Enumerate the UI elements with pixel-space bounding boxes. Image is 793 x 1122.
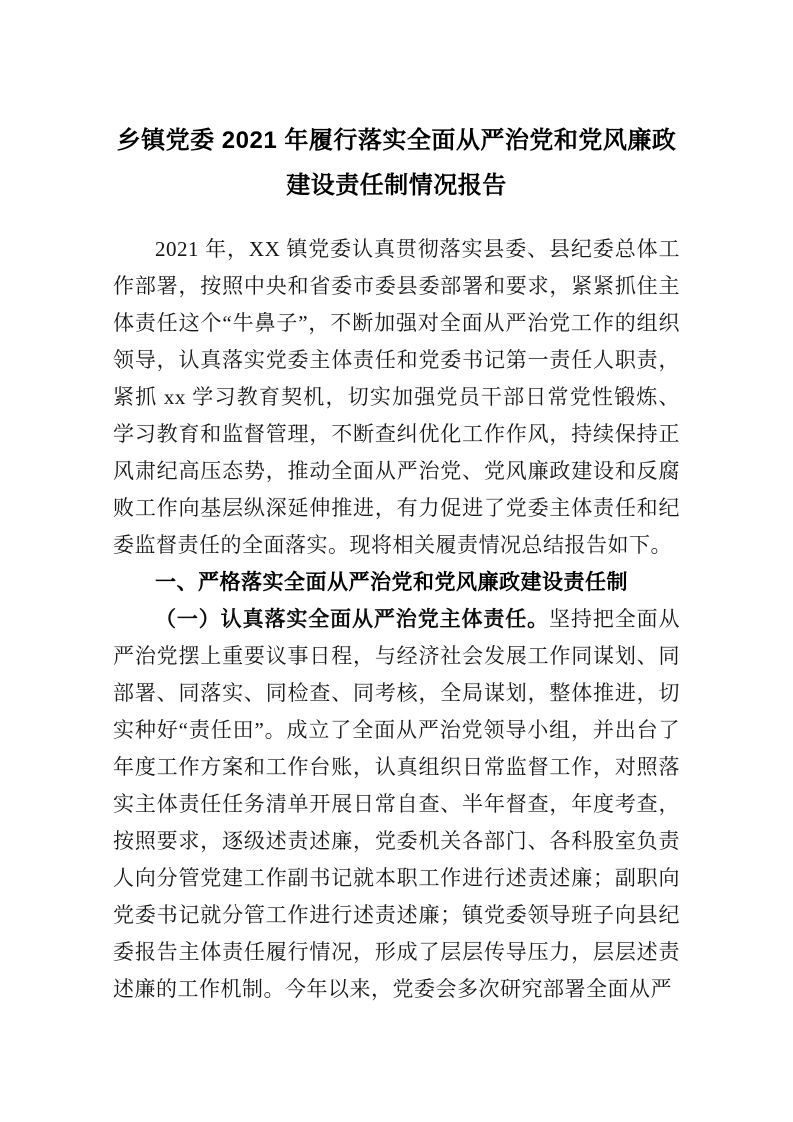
document-title: 乡镇党委 2021 年履行落实全面从严治党和党风廉政建设责任制情况报告 <box>116 127 677 199</box>
section-1-item-1-paragraph <box>113 601 680 1008</box>
section-1-item-1-lead: （一）认真落实全面从严治党主体责任。 <box>155 607 550 631</box>
section-1-item-1-body: 坚持把全面从严治党摆上重要议事日程，与经济社会发展工作同谋划、同部署、同落实、同检查、同考核，全局谋划，整体推进，切实种好“责任田”。成立了全面从严治党领导小组，并出台了年度工作方案和工作台账，认真组织日常监督工作，对照落实主体责任任务清单开展日常自查、半年督查，年度考查，按照要求，逐级述责述廉，党委机关各部门、各科股室负责人向分管党建工作副书记就本职工作进行述责述廉；副职向党委书记就分管工作进行述责述廉；镇党委领导班子向县纪委报告主体责任履行情况，形成了层层传导压力，层层述责述廉的工作机制。今年以来，党委会多次研究部署全面从严 <box>113 607 681 1001</box>
intro-paragraph: 2021 年，XX 镇党委认真贯彻落实县委、县纪委总体工作部署，按照中央和省委市委县委部署和要求，紧紧抓住主体责任这个“牛鼻子”，不断加强对全面从严治党工作的组织领导，认真落实党委主体责任和党委书记第一责任人职责，紧抓 xx 学习教育契机，切实加强党员干部日常党性锻炼、学习教育和监督管理，不断查纠优化工作作风，持续保持正风肃纪高压态势，推动全面从严治党、党风廉政建设和反腐败工作向基层纵深延伸推进，有力促进了党委主体责任和纪委监督责任的全面落实。现将相关履责情况总结报告如下。 <box>113 237 680 557</box>
section-1-heading: 一、严格落实全面从严治党和党风廉政建设责任制 <box>155 571 628 594</box>
